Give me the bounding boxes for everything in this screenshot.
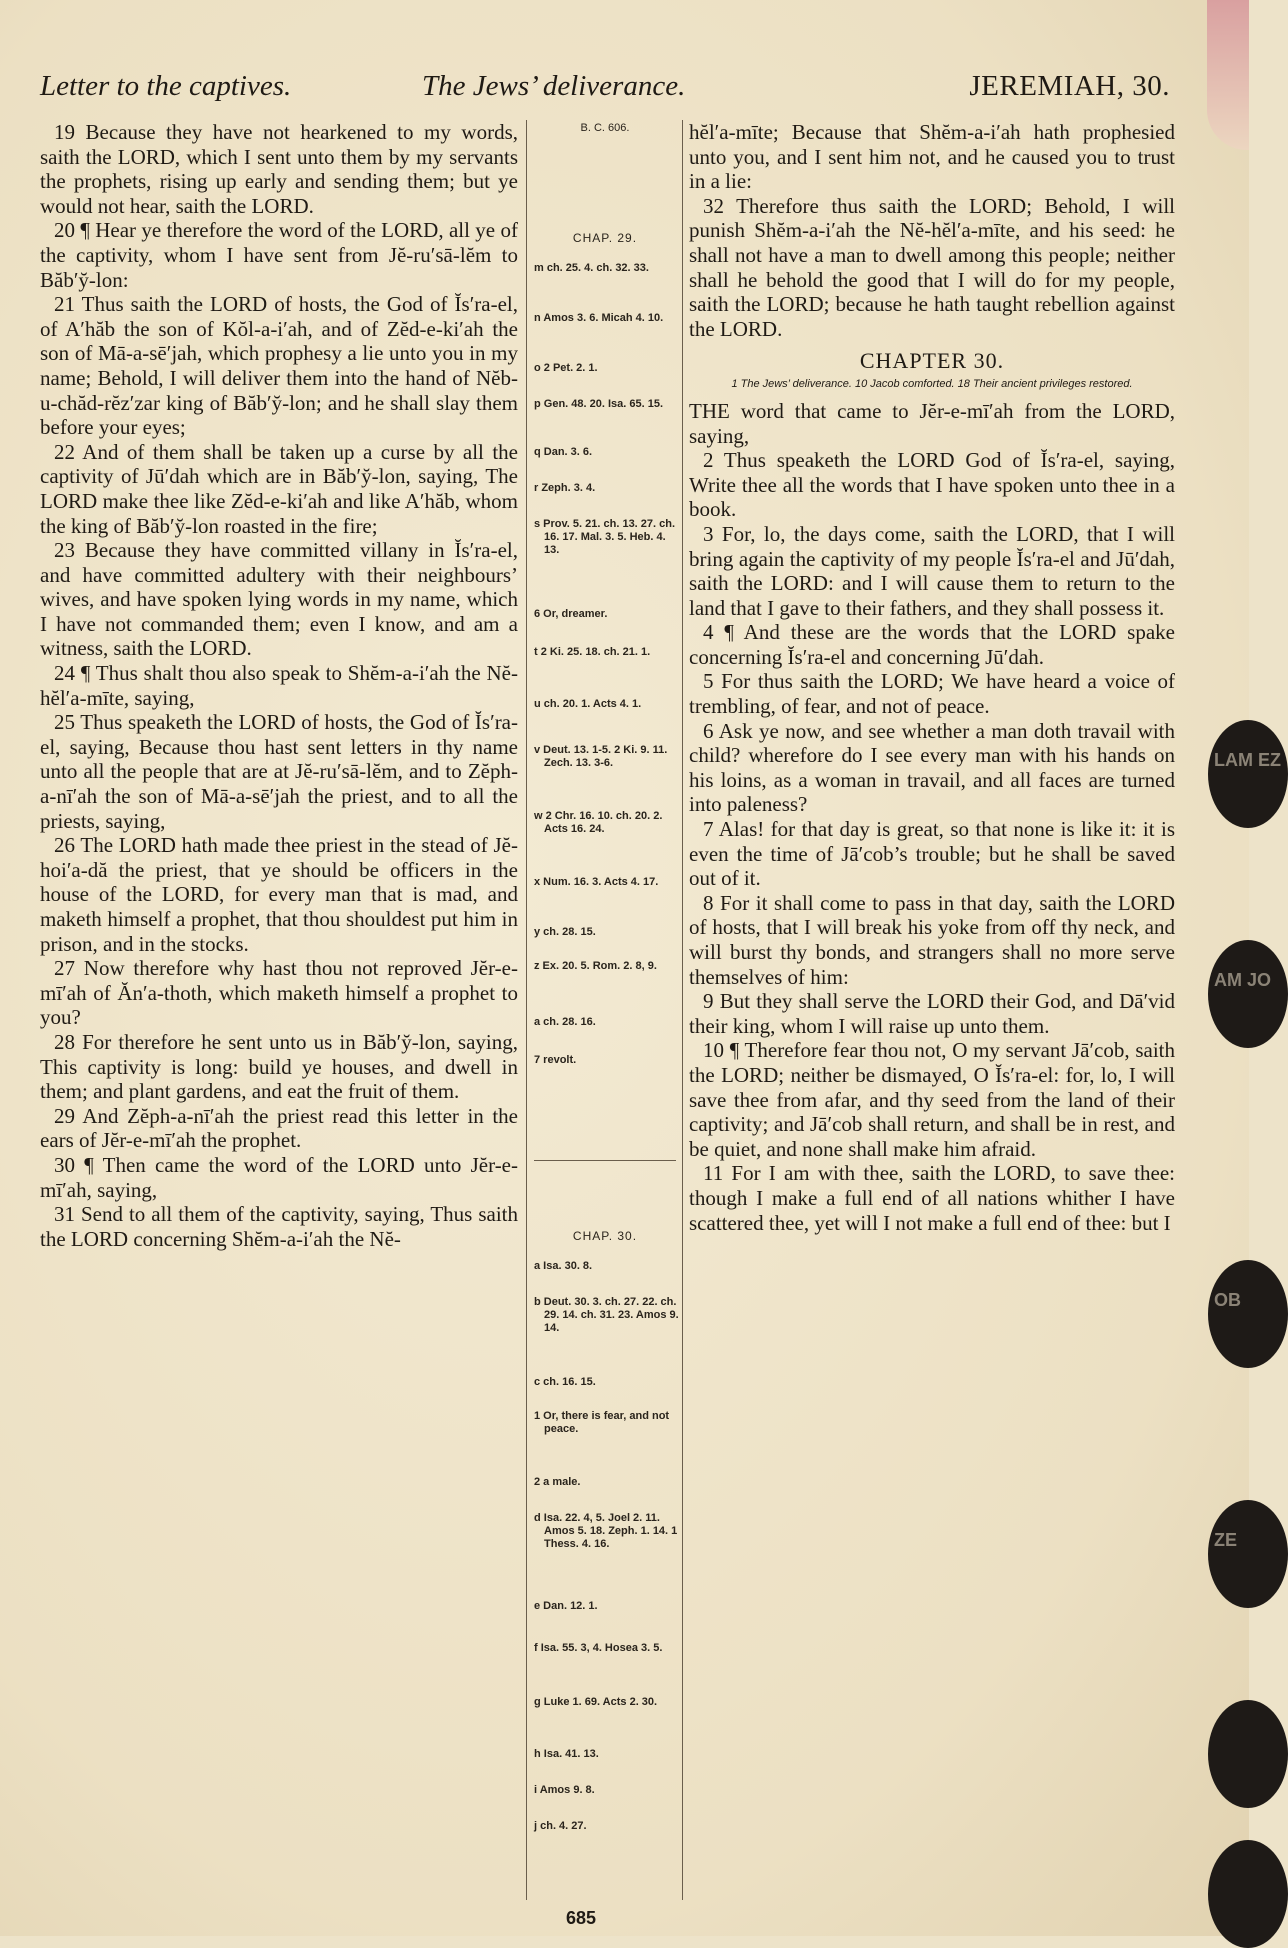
- cross-reference: y ch. 28. 15.: [534, 926, 596, 938]
- cross-reference: p Gen. 48. 20. Isa. 65. 15.: [534, 398, 664, 410]
- thumb-index-tab[interactable]: ZE: [1208, 1500, 1288, 1608]
- verse: 5 For thus saith the LORD; We have heard a voice of trembling, of fear, and not of peace.: [689, 669, 1175, 719]
- cross-reference: b Deut. 30. 3. ch. 27. 22. ch. 29. 14. ch. 31. 23. Amos 9. 14.: [534, 1296, 679, 1334]
- chapter-summary: 1 The Jews’ deliverance. 10 Jacob comforted. 18 Their ancient privileges restored.: [731, 377, 1133, 390]
- verse: 3 For, lo, the days come, saith the LORD, that I will bring again the captivity of my people Ĭs′ra-el and Jū′dah, saith the LORD: and I will cause them to return to the land that I gave to their fathers, and they shall possess it.: [689, 521, 1175, 620]
- verse: 28 For therefore he sent unto us in Băb′y̆-lon, saying, This captivity is long: build ye houses, and dwell in them; and plant gardens, and eat the fruit of them.: [40, 1029, 518, 1104]
- cross-reference: x Num. 16. 3. Acts 4. 17.: [534, 876, 659, 888]
- cross-reference: v Deut. 13. 1-5. 2 Ki. 9. 11. Zech. 13. 3-6.: [534, 744, 668, 769]
- verse: 25 Thus speaketh the LORD of hosts, the God of Ĭs′ra-el, saying, Because thou hast sent letters in thy name unto all the people that are at Jĕ-ru′sā-lĕm, and to Zĕph-a-nī′ah the son of Mā-a-sē′jah the priest, and to all the priests, saying,: [40, 710, 518, 833]
- left-text-column: [40, 120, 518, 1251]
- cross-reference: h Isa. 41. 13.: [534, 1748, 599, 1760]
- cross-reference: a Isa. 30. 8.: [534, 1260, 593, 1272]
- cross-reference: s Prov. 5. 21. ch. 13. 27. ch. 16. 17. Mal. 3. 5. Heb. 4. 13.: [534, 518, 676, 556]
- marginal-note: 7 revolt.: [534, 1054, 577, 1066]
- verse: 26 The LORD hath made thee priest in the stead of Jĕ-hoi′a-dă the priest, that ye should be officers in the house of the LORD, for every man that is mad, and maketh himself a prophet, that thou shouldest put him in prison, and in the stocks.: [40, 833, 518, 956]
- cross-reference: r Zeph. 3. 4.: [534, 482, 596, 494]
- marginal-note: 6 Or, dreamer.: [534, 608, 608, 620]
- header-right: JEREMIAH, 30.: [969, 70, 1170, 102]
- cross-reference: i Amos 9. 8.: [534, 1784, 595, 1796]
- right-text-column: [689, 120, 1175, 1235]
- verse: 4 ¶ And these are the words that the LORD spake concerning Ĭs′ra-el and concerning Jū′dah.: [689, 620, 1175, 669]
- cross-reference: n Amos 3. 6. Micah 4. 10.: [534, 312, 664, 324]
- verse: 24 ¶ Thus shalt thou also speak to Shĕm-a-i′ah the Nĕ-hĕl′a-mīte, saying,: [40, 661, 518, 710]
- verse: 23 Because they have committed villany in Ĭs′ra-el, and have committed adultery with their neighbours’ wives, and have spoken lying words in my name, which I have not commanded them; even I know, and am a witness, saith the LORD.: [40, 538, 518, 661]
- verse: 7 Alas! for that day is great, so that none is like it: it is even the time of Jā′cob’s trouble; but he shall be saved out of it.: [689, 817, 1175, 891]
- cross-reference: d Isa. 22. 4, 5. Joel 2. 11. Amos 5. 18. Zeph. 1. 14. 1 Thess. 4. 16.: [534, 1512, 678, 1550]
- cross-reference: o 2 Pet. 2. 1.: [534, 362, 598, 374]
- date-note: B. C. 606.: [580, 122, 630, 134]
- verse: 27 Now therefore why hast thou not reproved Jĕr-e-mī′ah of Ăn′a-thoth, which maketh himself a prophet to you?: [40, 956, 518, 1030]
- thumb-index-tab[interactable]: AM JO: [1208, 940, 1288, 1048]
- column-rule-left: [526, 120, 527, 1900]
- verse: THE word that came to Jĕr-e-mī′ah from the LORD, saying,: [689, 398, 1175, 448]
- verse: 30 ¶ Then came the word of the LORD unto Jĕr-e-mī′ah, saying,: [40, 1152, 518, 1202]
- header-middle: The Jews’ deliverance.: [422, 70, 686, 102]
- verse: 32 Therefore thus saith the LORD; Behold, I will punish Shĕm-a-i′ah the Nĕ-hĕl′a-mīte, and his seed: he shall not have a man to dwell among this people; neither shall he behold the good that I will do for my people, saith the LORD; because he hath taught rebellion against the LORD.: [689, 193, 1175, 341]
- verse: 6 Ask ye now, and see whether a man doth travail with child? wherefore do I see every man with his hands on his loins, as a woman in travail, and all faces are turned into paleness?: [689, 718, 1175, 817]
- cross-reference: m ch. 25. 4. ch. 32. 33.: [534, 262, 649, 274]
- verse: hĕl′a-mīte; Because that Shĕm-a-i′ah hath prophesied unto you, and I sent him not, and he caused you to trust in a lie:: [689, 120, 1175, 194]
- column-rule-right: [682, 120, 683, 1900]
- verse: 19 Because they have not hearkened to my words, saith the LORD, which I sent unto them by my servants the prophets, rising up early and sending them; but ye would not hear, saith the LORD.: [40, 120, 518, 218]
- section-rule: [534, 1160, 676, 1161]
- verse: 11 For I am with thee, saith the LORD, to save thee: though I make a full end of all nations whither I have scattered thee, yet will I not make a full end of thee: but I: [689, 1161, 1175, 1235]
- cross-reference: w 2 Chr. 16. 10. ch. 20. 2. Acts 16. 24.: [534, 810, 663, 835]
- verse: 20 ¶ Hear ye therefore the word of the LORD, all ye of the captivity, whom I have sent from Jĕ-ru′sā-lĕm to Băb′y̆-lon:: [40, 218, 518, 292]
- running-header: [40, 70, 1170, 110]
- verse: 8 For it shall come to pass in that day, saith the LORD of hosts, that I will break his yoke from off thy neck, and will burst thy bonds, and strangers shall no more serve themselves of him:: [689, 890, 1175, 989]
- verse: 22 And of them shall be taken up a curse by all the captivity of Jū′dah which are in Băb′y̆-lon, saying, The LORD make thee like Zĕd-e-ki′ah and like A′hăb, whom the king of Băb′y̆-lon roasted in the fire;: [40, 439, 518, 538]
- chap-label-29: CHAP. 29.: [572, 231, 638, 245]
- verse: 9 But they shall serve the LORD their God, and Dā′vid their king, whom I will raise up unto them.: [689, 989, 1175, 1038]
- cross-reference: a ch. 28. 16.: [534, 1016, 596, 1028]
- marginal-note: 1 Or, there is fear, and not peace.: [534, 1410, 670, 1435]
- chapter-heading: CHAPTER 30.: [859, 348, 1005, 374]
- verse: 2 Thus speaketh the LORD God of Ĭs′ra-el, saying, Write thee all the words that I have spoken unto thee in a book.: [689, 448, 1175, 522]
- cross-reference: t 2 Ki. 25. 18. ch. 21. 1.: [534, 646, 651, 658]
- thumb-index-tab[interactable]: [1208, 1840, 1288, 1948]
- header-left: Letter to the captives.: [40, 70, 292, 102]
- marginal-note: 2 a male.: [534, 1476, 581, 1488]
- page-corner-tab: [1207, 0, 1249, 150]
- verse: 29 And Zĕph-a-nī′ah the priest read this letter in the ears of Jĕr-e-mī′ah the prophet.: [40, 1103, 518, 1153]
- thumb-index-tab[interactable]: OB: [1208, 1260, 1288, 1368]
- cross-reference: e Dan. 12. 1.: [534, 1600, 598, 1612]
- cross-reference: q Dan. 3. 6.: [534, 446, 593, 458]
- cross-reference: u ch. 20. 1. Acts 4. 1.: [534, 698, 642, 710]
- cross-reference: z Ex. 20. 5. Rom. 2. 8, 9.: [534, 960, 657, 972]
- cross-reference: j ch. 4. 27.: [534, 1820, 587, 1832]
- cross-reference: g Luke 1. 69. Acts 2. 30.: [534, 1696, 658, 1708]
- thumb-index-tab[interactable]: LAM EZ: [1208, 720, 1288, 828]
- cross-reference: c ch. 16. 15.: [534, 1376, 596, 1388]
- chap-label-30: CHAP. 30.: [572, 1229, 638, 1243]
- verse: 21 Thus saith the LORD of hosts, the God of Ĭs′ra-el, of A′hăb the son of Kŏl-a-i′ah, and of Zĕd-e-ki′ah the son of Mā-a-sē′jah, which prophesy a lie unto you in my name; Behold, I will deliver them into the hand of Nĕb-u-chăd-rĕz′zar king of Băb′y̆-lon; and he shall slay them before your eyes;: [40, 292, 518, 440]
- page-number: 685: [566, 1908, 597, 1928]
- verse: 10 ¶ Therefore fear thou not, O my servant Jā′cob, saith the LORD; neither be dismayed, O Ĭs′ra-el: for, lo, I will save thee from afar, and thy seed from the land of their captivity; and Jā′cob shall return, and shall be in rest, and be quiet, and none shall make him afraid.: [689, 1038, 1175, 1161]
- verse: 31 Send to all them of the captivity, saying, Thus saith the LORD concerning Shĕm-a-i′ah the Nĕ-: [40, 1202, 518, 1251]
- cross-reference: f Isa. 55. 3, 4. Hosea 3. 5.: [534, 1642, 663, 1654]
- thumb-index-tab[interactable]: [1208, 1700, 1288, 1808]
